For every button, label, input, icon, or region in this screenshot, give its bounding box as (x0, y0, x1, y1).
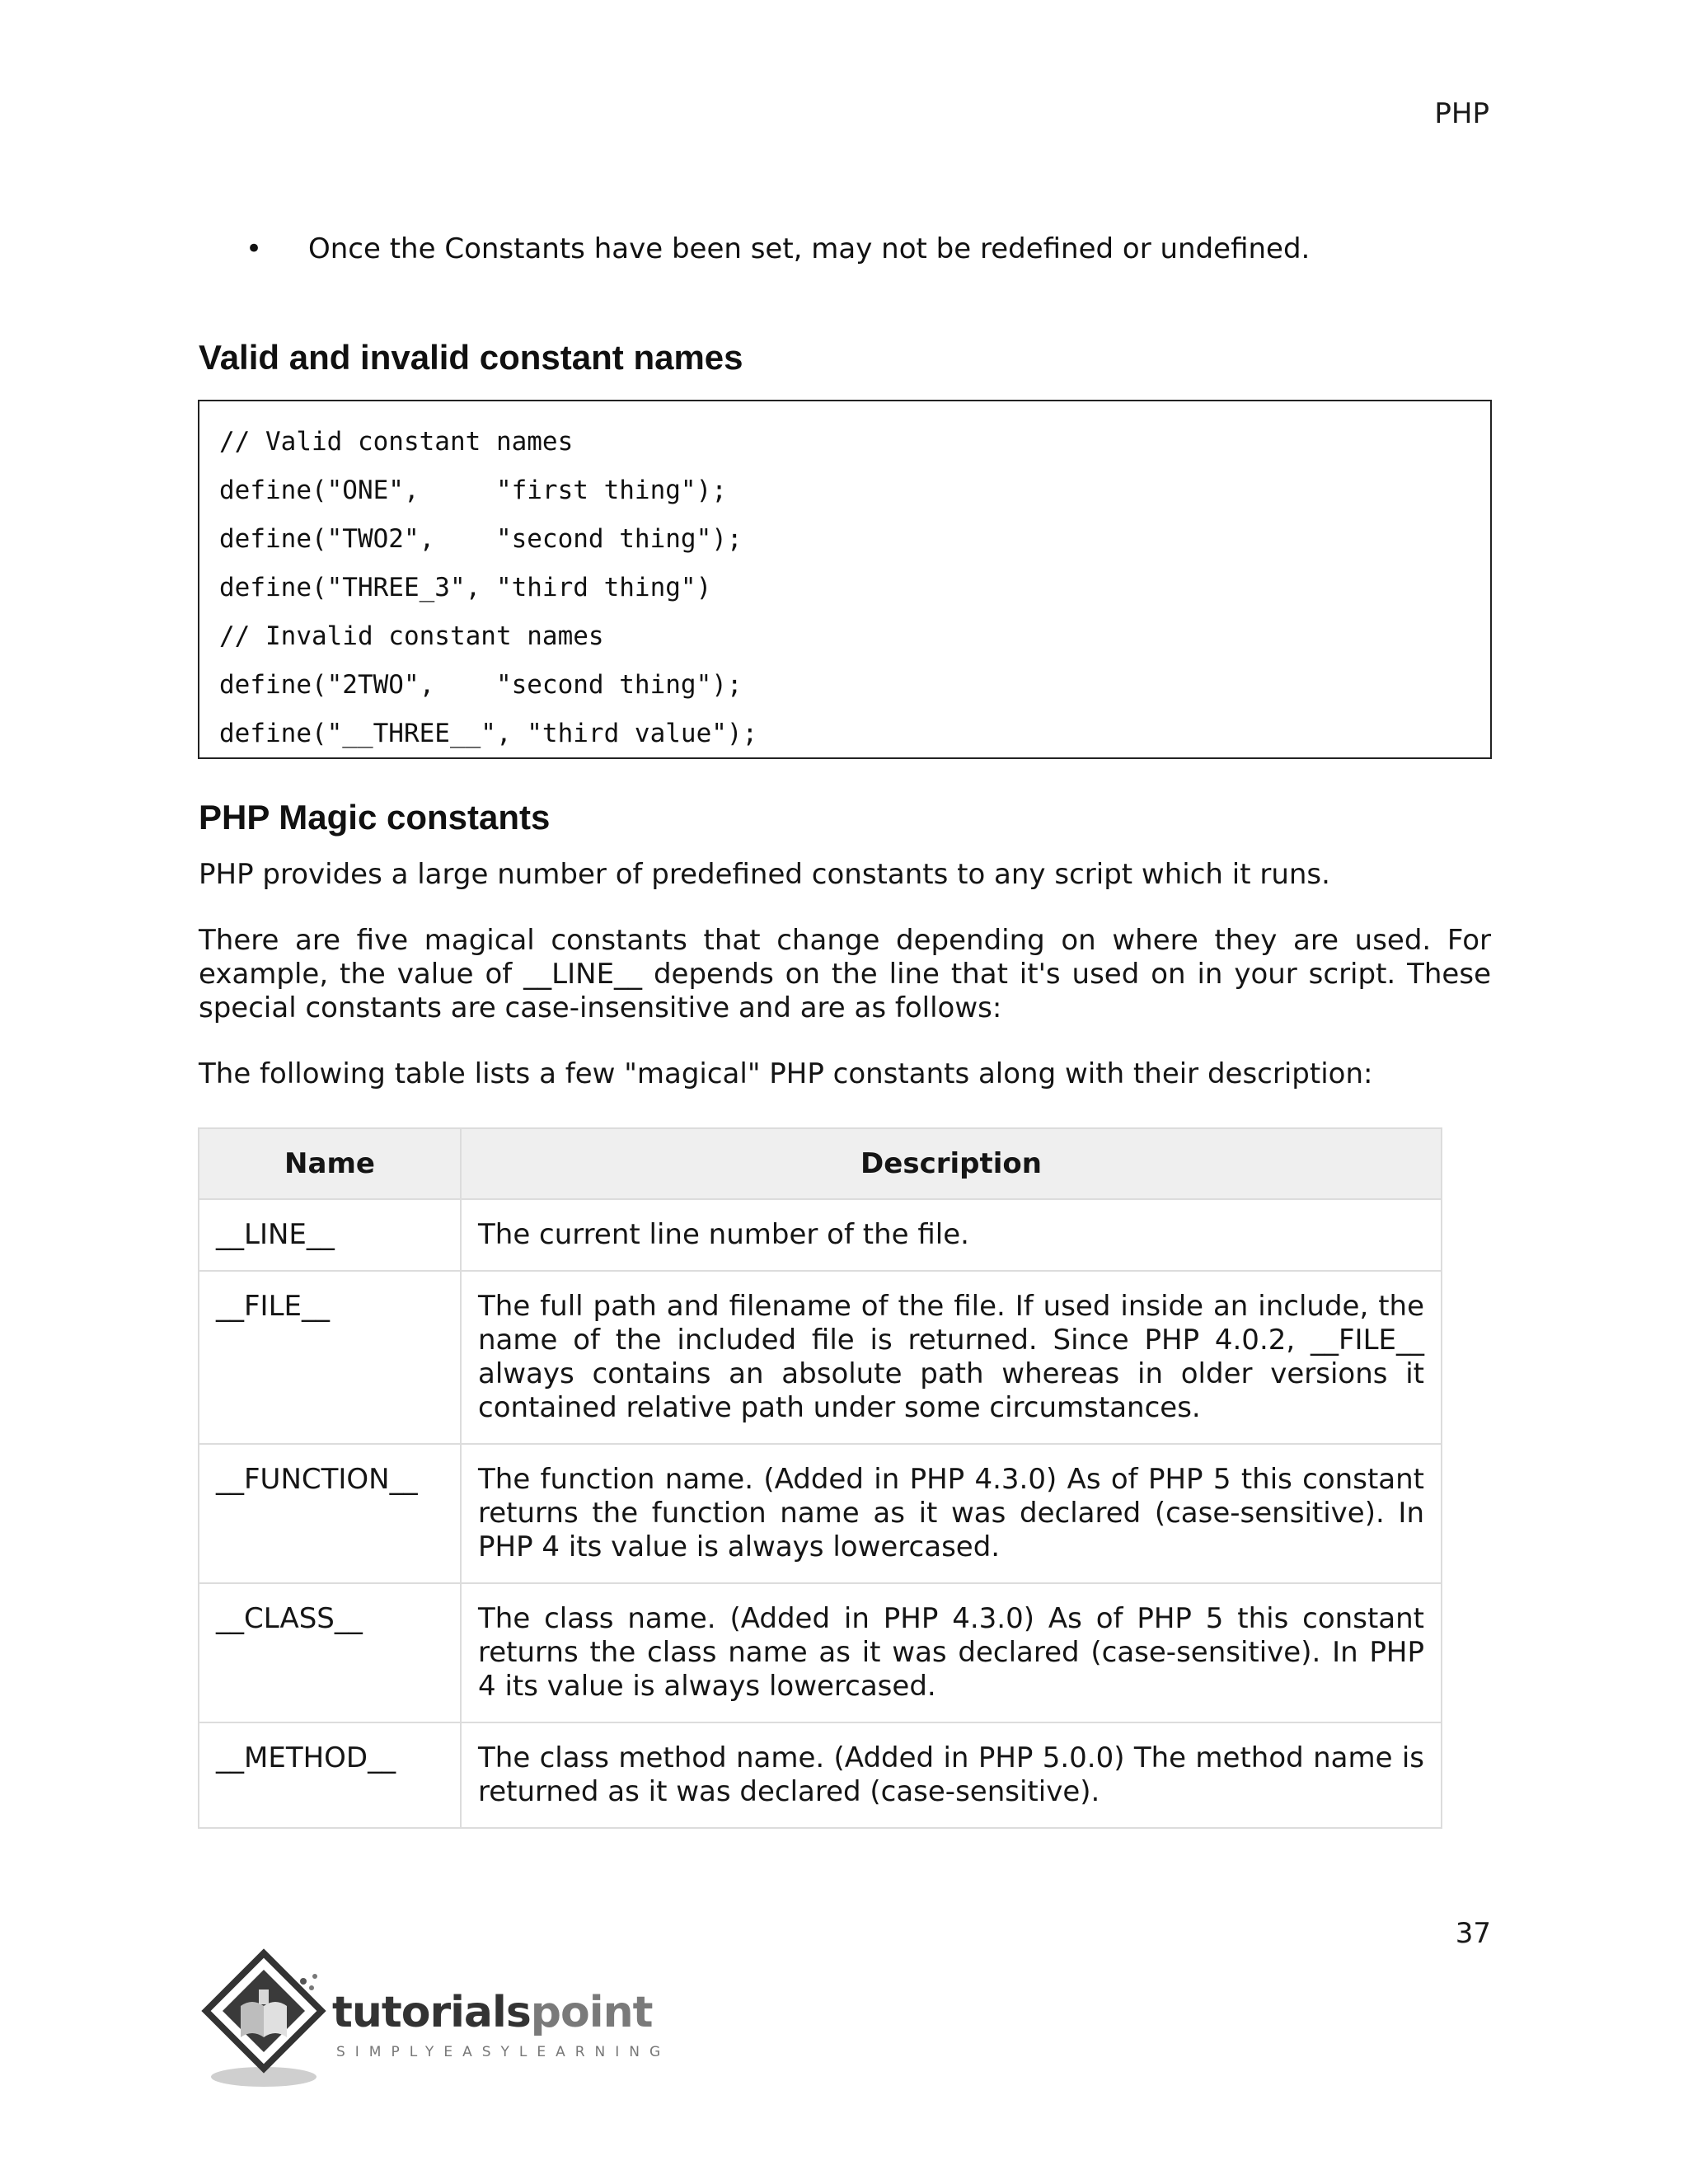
code-line: define("TWO2", "second thing"); (219, 524, 743, 554)
logo-word-point: point (530, 1988, 653, 2037)
table-row (199, 1583, 1442, 1722)
table-row (199, 1444, 1442, 1583)
paragraph-intro: PHP provides a large number of predefined constants to any script which it runs. (199, 858, 1330, 891)
running-header: PHP (1434, 97, 1489, 130)
constant-description-cell: The class name. (Added in PHP 4.3.0) As of PHP 5 this constant returns the class name as it was declared (case-sensitive). In PHP 4 its value is always lowercased. (461, 1583, 1442, 1722)
section-heading-valid-names: Valid and invalid constant names (199, 338, 743, 377)
table-row (199, 1722, 1442, 1828)
column-header-description: Description (461, 1128, 1442, 1199)
constant-name-cell: __CLASS__ (199, 1583, 461, 1722)
column-header-name: Name (199, 1128, 461, 1199)
magic-constants-table (198, 1127, 1442, 1829)
logo-wordmark (332, 1988, 652, 2037)
constant-name-cell: __METHOD__ (199, 1722, 461, 1828)
page-number: 37 (1455, 1917, 1491, 1950)
constant-name-cell: __FUNCTION__ (199, 1444, 461, 1583)
constant-name-cell: __LINE__ (199, 1199, 461, 1271)
bullet-item (246, 232, 1310, 265)
constant-description-cell: The class method name. (Added in PHP 5.0.0) The method name is returned as it was declared (case-sensitive). (461, 1722, 1442, 1828)
code-line: // Invalid constant names (219, 621, 604, 651)
constant-name-cell: __FILE__ (199, 1271, 461, 1444)
table-row (199, 1199, 1442, 1271)
logo-tagline: SIMPLYEASYLEARNING (336, 2044, 671, 2060)
code-line: define("THREE_3", "third thing") (219, 573, 712, 602)
section-heading-magic-constants: PHP Magic constants (199, 798, 551, 837)
table-header-row (199, 1128, 1442, 1199)
code-line: define("2TWO", "second thing"); (219, 670, 743, 700)
tutorialspoint-logo (196, 1945, 674, 2093)
logo-word-tutorials: tutorials (332, 1988, 531, 2037)
code-block (198, 400, 1492, 759)
code-line: // Valid constant names (219, 427, 574, 457)
code-line: define("__THREE__", "third value"); (219, 719, 758, 748)
code-line: define("ONE", "first thing"); (219, 476, 727, 505)
bullet-text: Once the Constants have been set, may not be redefined or undefined. (308, 232, 1311, 265)
paragraph-five-constants: There are five magical constants that change depending on where they are used. For example, the value of __LINE__ depends on the line that it's used on in your script. These special constants are case-insensitive and are as follows: (199, 924, 1491, 1024)
constant-description-cell: The function name. (Added in PHP 4.3.0) As of PHP 5 this constant returns the function name as it was declared (case-sensitive). In PHP 4 its value is always lowercased. (461, 1444, 1442, 1583)
diamond-book-icon (196, 1945, 345, 2093)
constant-description-cell: The current line number of the file. (461, 1199, 1442, 1271)
constant-description-cell: The full path and filename of the file. If used inside an include, the name of the included file is returned. Since PHP 4.0.2, __FILE__ always contains an absolute path whereas in older versions it contained relative path under some circumstances. (461, 1271, 1442, 1444)
bullet-symbol: • (246, 232, 263, 265)
paragraph-table-intro: The following table lists a few "magical" PHP constants along with their description: (199, 1057, 1373, 1090)
table-row (199, 1271, 1442, 1444)
